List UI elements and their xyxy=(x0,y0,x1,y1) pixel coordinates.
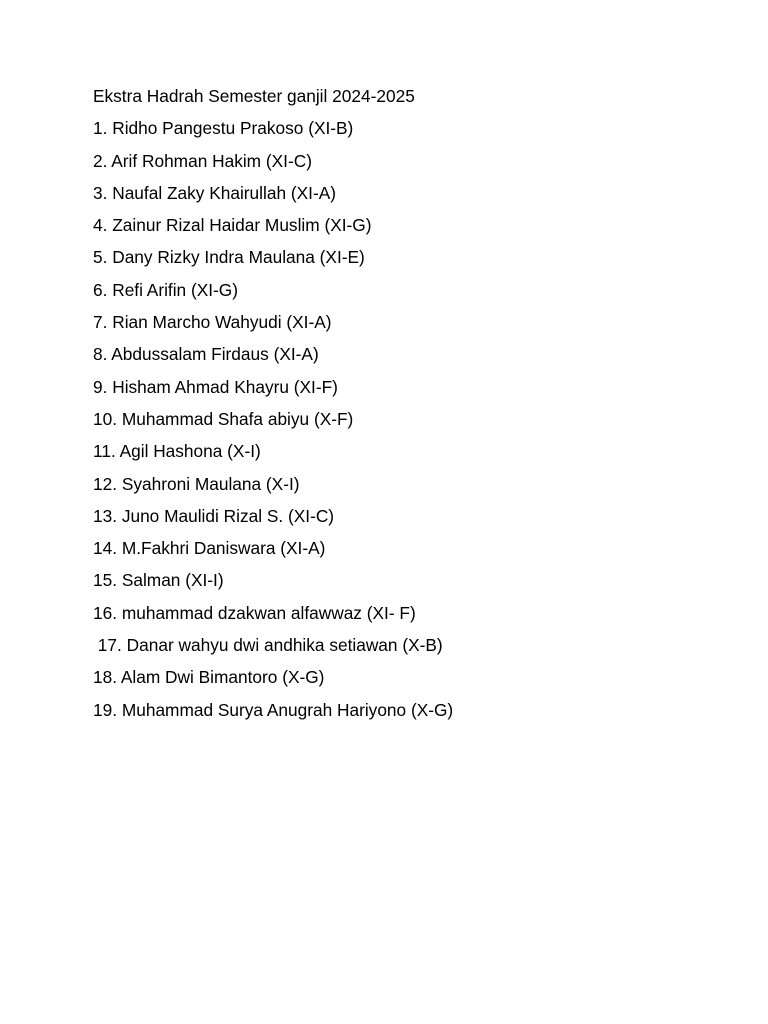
list-item: 17. Danar wahyu dwi andhika setiawan (X-B) xyxy=(93,635,443,656)
list-item: 8. Abdussalam Firdaus (XI-A) xyxy=(93,344,319,365)
list-item: 6. Refi Arifin (XI-G) xyxy=(93,279,238,300)
list-item: 1. Ridho Pangestu Prakoso (XI-B) xyxy=(93,118,354,139)
list-item: 19. Muhammad Surya Anugrah Hariyono (X-G) xyxy=(93,699,454,720)
list-item: 3. Naufal Zaky Khairullah (XI-A) xyxy=(93,182,336,203)
document-title: Ekstra Hadrah Semester ganjil 2024-2025 xyxy=(93,86,415,106)
list-item: 4. Zainur Rizal Haidar Muslim (XI-G) xyxy=(93,215,372,236)
list-item: 14. M.Fakhri Daniswara (XI-A) xyxy=(93,538,326,559)
list-item: 15. Salman (XI-I) xyxy=(93,570,224,591)
list-item: 16. muhammad dzakwan alfawwaz (XI- F) xyxy=(93,602,416,623)
list-item: 12. Syahroni Maulana (X-I) xyxy=(93,473,300,494)
list-item: 13. Juno Maulidi Rizal S. (XI-C) xyxy=(93,505,335,526)
list-item: 11. Agil Hashona (X-I) xyxy=(93,441,261,462)
list-item: 18. Alam Dwi Bimantoro (X-G) xyxy=(93,667,325,688)
list-item: 5. Dany Rizky Indra Maulana (XI-E) xyxy=(93,247,365,268)
list-item: 2. Arif Rohman Hakim (XI-C) xyxy=(93,150,312,171)
list-item: 10. Muhammad Shafa abiyu (X-F) xyxy=(93,408,354,429)
document-body xyxy=(93,86,733,732)
list-item: 9. Hisham Ahmad Khayru (XI-F) xyxy=(93,376,338,397)
list-item: 7. Rian Marcho Wahyudi (XI-A) xyxy=(93,312,332,333)
